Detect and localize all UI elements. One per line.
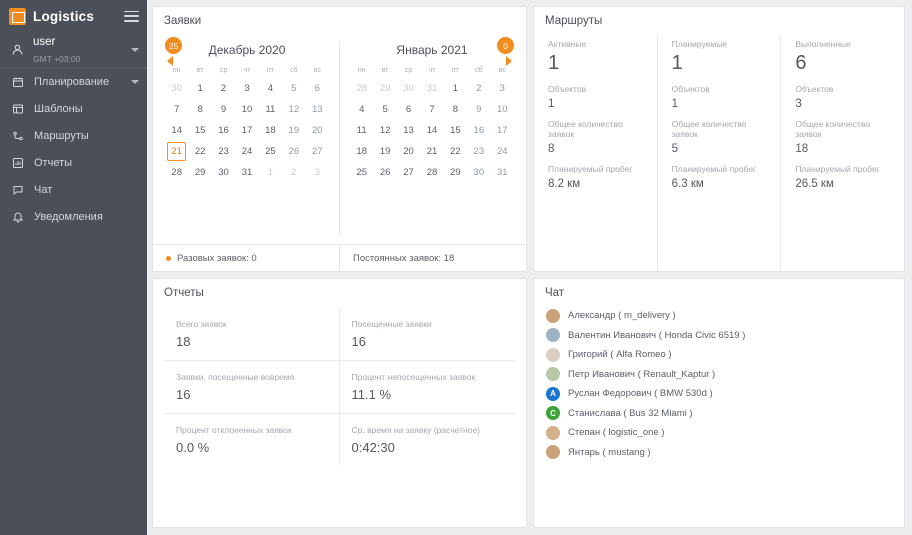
weekday-label: пт xyxy=(451,67,459,74)
routes-mileage-value: 6.3 км xyxy=(671,178,704,190)
contact-name: Руслан Федорович ( BMW 530d ) xyxy=(568,388,713,400)
calendar-week xyxy=(165,99,329,120)
routes-mileage-value: 26.5 км xyxy=(795,178,834,190)
calendar-day[interactable]: 6 xyxy=(314,83,320,94)
report-label: Ср. время на заявку (расчетное) xyxy=(351,425,481,435)
routes-header: Планируемые xyxy=(671,39,728,49)
calendar-day[interactable]: 4 xyxy=(267,83,274,94)
calendar-day[interactable]: 26 xyxy=(379,167,391,178)
legend-dot-icon xyxy=(166,256,171,261)
chevron-down-icon xyxy=(131,80,139,84)
permanent-orders-stat xyxy=(339,245,526,271)
chat-contact-list xyxy=(534,305,904,473)
calendar-day[interactable]: 15 xyxy=(450,125,461,136)
orders-panel xyxy=(152,6,527,272)
calendar-divider xyxy=(339,41,340,236)
calendar-body-jan xyxy=(350,78,514,183)
weekday-label: сб xyxy=(475,67,483,74)
orders-footer xyxy=(153,244,526,271)
routes-objects-label: Объектов xyxy=(795,84,834,94)
calendar-day[interactable]: 5 xyxy=(382,104,388,115)
list-item[interactable] xyxy=(546,306,893,326)
routes-mileage-value: 8.2 км xyxy=(548,178,581,190)
calendar-week xyxy=(165,141,329,162)
user-icon xyxy=(10,43,25,56)
report-cell xyxy=(340,308,516,361)
calendar-day[interactable]: 9 xyxy=(220,104,227,115)
prev-month-button[interactable] xyxy=(167,56,173,66)
calendar-day[interactable]: 25 xyxy=(356,167,367,178)
calendar-day[interactable]: 16 xyxy=(218,125,229,136)
calendar-day[interactable]: 1 xyxy=(197,83,203,94)
routes-mileage-label: Планируемый пробег xyxy=(795,164,880,174)
avatar xyxy=(546,309,560,323)
routes-total-label: Общее количество заявок xyxy=(671,119,747,139)
calendar-week xyxy=(350,162,514,183)
permanent-orders-label: Постоянных заявок: 18 xyxy=(353,252,455,264)
calendar-day[interactable]: 7 xyxy=(429,104,435,115)
report-value: 11.1 % xyxy=(351,387,392,402)
calendar-day[interactable]: 10 xyxy=(241,104,253,115)
routes-header: Выполненные xyxy=(795,39,851,49)
contact-name: Григорий ( Alfa Romeo ) xyxy=(568,349,672,361)
routes-mileage-label: Планируемый пробег xyxy=(548,164,633,174)
user-timezone: GMT +03:00 xyxy=(33,53,81,64)
sidebar-item-label: Шаблоны xyxy=(34,102,83,115)
calendar-header xyxy=(350,35,514,65)
calendar-day[interactable]: 6 xyxy=(405,104,412,115)
sidebar-item-chat[interactable] xyxy=(0,176,147,203)
contact-name: Станислава ( Bus 32 Miami ) xyxy=(568,407,693,419)
sidebar-item-label: Планирование xyxy=(34,75,110,88)
sidebar-item-templates[interactable] xyxy=(0,95,147,122)
calendar-day[interactable]: 28 xyxy=(171,167,182,178)
chat-title: Чат xyxy=(545,287,565,299)
calendar-day[interactable]: 28 xyxy=(426,167,438,178)
calendar-day[interactable]: 20 xyxy=(311,125,323,136)
calendar-day[interactable]: 21 xyxy=(165,141,188,162)
list-item[interactable] xyxy=(546,345,893,365)
report-cell xyxy=(340,361,516,414)
calendar-day[interactable]: 23 xyxy=(473,146,485,157)
report-icon xyxy=(10,157,25,169)
report-label: Процент отклоненных заявок xyxy=(176,425,292,435)
calendar-day[interactable]: 16 xyxy=(473,125,485,136)
calendar-day[interactable]: 9 xyxy=(476,104,482,115)
calendar-day[interactable]: 24 xyxy=(241,146,253,157)
routes-column-planned xyxy=(657,35,781,271)
calendar-month-label: Декабрь 2020 xyxy=(208,43,286,57)
sidebar-item-routes[interactable] xyxy=(0,122,147,149)
calendar-day[interactable]: 2 xyxy=(291,167,297,178)
list-item[interactable] xyxy=(546,326,893,346)
order-count-badge: 25 xyxy=(165,37,182,54)
weekday-label: вс xyxy=(313,67,321,74)
calendar-day[interactable]: 31 xyxy=(426,83,438,94)
calendar-day[interactable]: 7 xyxy=(174,104,180,115)
contact-name: Валентин Иванович ( Honda Civic 6519 ) xyxy=(568,329,746,341)
calendar-day[interactable]: 30 xyxy=(218,167,229,178)
calendar-day[interactable]: 25 xyxy=(265,146,276,157)
calendar-day[interactable]: 14 xyxy=(426,125,438,136)
calendar-day[interactable]: 17 xyxy=(496,125,508,136)
calendar-week xyxy=(350,99,514,120)
calendar-day[interactable]: 19 xyxy=(288,125,300,136)
routes-title: Маршруты xyxy=(545,15,603,27)
main-content xyxy=(147,0,912,535)
routes-header: Активные xyxy=(548,39,587,49)
report-cell xyxy=(164,414,340,466)
report-label: Посещенные заявки xyxy=(351,319,432,329)
report-value: 0.0 % xyxy=(176,440,210,455)
onetime-orders-stat xyxy=(153,245,339,271)
app-title: Logistics xyxy=(33,8,95,24)
calendar-week xyxy=(165,78,329,99)
calendar-day[interactable]: 24 xyxy=(496,146,508,157)
calendar-day[interactable]: 2 xyxy=(476,83,482,94)
calendar-day[interactable]: 13 xyxy=(403,125,414,136)
menu-toggle-icon[interactable] xyxy=(124,11,139,22)
contact-name: Александр ( m_delivery ) xyxy=(568,310,676,322)
reports-body xyxy=(153,305,526,477)
calendar-day[interactable]: 23 xyxy=(218,146,229,157)
calendar-grid xyxy=(350,65,514,183)
user-name: user xyxy=(33,35,56,48)
report-value: 16 xyxy=(351,334,366,349)
sidebar-item-label: Уведомления xyxy=(34,210,103,223)
contact-name: Янтарь ( mustang ) xyxy=(568,446,651,458)
list-item[interactable] xyxy=(546,423,893,443)
calendar-day[interactable]: 21 xyxy=(426,146,438,157)
report-cell xyxy=(164,361,340,414)
report-cell xyxy=(340,414,516,466)
weekday-label: чт xyxy=(243,67,251,74)
sidebar-item-planning[interactable] xyxy=(0,68,147,95)
weekday-label: пн xyxy=(172,67,181,74)
calendar-month-label: Январь 2021 xyxy=(396,43,468,57)
calendar-day[interactable]: 29 xyxy=(379,83,391,94)
calendar-day[interactable]: 8 xyxy=(197,104,203,115)
sidebar-user[interactable] xyxy=(0,32,147,68)
calendar-day[interactable]: 22 xyxy=(450,146,461,157)
calendar-january xyxy=(344,35,520,244)
weekday-label: пт xyxy=(266,67,274,74)
avatar xyxy=(546,445,560,459)
calendar-day[interactable]: 14 xyxy=(171,125,182,136)
calendar-day[interactable]: 17 xyxy=(241,125,253,136)
routes-objects-value: 3 xyxy=(795,98,802,110)
report-value: 0:42:30 xyxy=(351,440,395,455)
calendar-container xyxy=(153,33,526,244)
calendar-week xyxy=(350,120,514,141)
routes-count: 1 xyxy=(548,52,560,74)
chat-panel xyxy=(533,278,905,528)
sidebar xyxy=(0,0,147,535)
calendar-day[interactable]: 31 xyxy=(496,167,508,178)
calendar-day[interactable]: 3 xyxy=(499,83,505,94)
calendar-day[interactable]: 29 xyxy=(194,167,206,178)
weekday-label: сб xyxy=(290,67,298,74)
calendar-day[interactable]: 12 xyxy=(379,125,391,136)
routes-body xyxy=(534,33,904,271)
calendar-day[interactable]: 27 xyxy=(311,146,323,157)
calendar-day[interactable]: 1 xyxy=(452,83,459,94)
orders-title: Заявки xyxy=(164,15,202,27)
routes-objects-value: 1 xyxy=(548,98,555,110)
calendar-day[interactable]: 26 xyxy=(288,146,300,157)
sidebar-item-label: Чат xyxy=(34,183,53,196)
calendar-day[interactable]: 28 xyxy=(356,83,367,94)
calendar-day[interactable]: 30 xyxy=(473,167,485,178)
avatar xyxy=(546,426,560,440)
calendar-day[interactable]: 27 xyxy=(403,167,414,178)
calendar-week xyxy=(350,78,514,99)
weekday-label: ср xyxy=(404,67,413,74)
sidebar-item-label: Отчеты xyxy=(34,156,73,169)
calendar-day[interactable]: 22 xyxy=(194,146,206,157)
routes-total-label: Общее количество заявок xyxy=(548,119,623,139)
weekday-label: ср xyxy=(219,67,228,74)
list-item[interactable] xyxy=(546,404,893,424)
template-icon xyxy=(10,103,25,115)
calendar-day[interactable]: 31 xyxy=(241,167,253,178)
calendar-december xyxy=(159,35,335,244)
next-month-button[interactable] xyxy=(506,56,512,66)
calendar-grid xyxy=(165,65,329,183)
weekday-label: чт xyxy=(428,67,436,74)
report-value: 18 xyxy=(176,334,191,349)
routes-count: 6 xyxy=(795,52,807,74)
report-label: Процент непосещенных заявок xyxy=(351,372,476,382)
avatar: A xyxy=(546,387,560,401)
routes-total-label: Общее количество заявок xyxy=(795,119,871,139)
routes-panel xyxy=(533,6,905,272)
calendar-day[interactable]: 3 xyxy=(244,83,250,94)
top-row xyxy=(152,6,905,272)
contact-name: Петр Иванович ( Renault_Kaptur ) xyxy=(568,368,716,380)
calendar-day[interactable]: 11 xyxy=(356,125,367,136)
calendar-day[interactable]: 4 xyxy=(359,104,365,115)
avatar: C xyxy=(546,406,560,420)
report-label: Заявки, посещенные вовремя xyxy=(176,372,295,382)
routes-total-value: 8 xyxy=(548,143,555,155)
route-icon xyxy=(10,130,25,142)
routes-count: 1 xyxy=(671,52,683,74)
onetime-orders-label: Разовых заявок: 0 xyxy=(177,252,257,264)
calendar-day[interactable]: 11 xyxy=(265,104,276,115)
calendar-day[interactable]: 30 xyxy=(403,83,414,94)
calendar-day[interactable]: 18 xyxy=(356,146,367,157)
calendar-day[interactable]: 20 xyxy=(403,146,414,157)
calendar-day[interactable]: 29 xyxy=(450,167,461,178)
calendar-body-dec xyxy=(165,78,329,183)
report-label: Всего заявок xyxy=(176,319,227,329)
report-value: 16 xyxy=(176,387,191,402)
routes-column-active xyxy=(534,35,657,271)
routes-total-value: 18 xyxy=(795,143,809,155)
calendar-day[interactable]: 30 xyxy=(171,83,182,94)
weekday-label: вт xyxy=(381,67,389,74)
routes-objects-label: Объектов xyxy=(671,84,710,94)
chat-icon xyxy=(10,184,25,196)
calendar-week xyxy=(165,162,329,183)
calendar-day[interactable]: 10 xyxy=(496,104,508,115)
sidebar-item-reports[interactable] xyxy=(0,149,147,176)
calendar-day[interactable]: 2 xyxy=(220,83,227,94)
weekday-label: вс xyxy=(498,67,506,74)
list-item[interactable] xyxy=(546,365,893,385)
avatar xyxy=(546,328,560,342)
calendar-day[interactable]: 5 xyxy=(291,83,297,94)
calendar-week xyxy=(350,141,514,162)
calendar-day[interactable]: 8 xyxy=(452,104,459,115)
reports-title: Отчеты xyxy=(164,287,204,299)
calendar-day[interactable]: 18 xyxy=(265,125,276,136)
contact-name: Степан ( logistic_one ) xyxy=(568,427,665,439)
bottom-row xyxy=(152,278,905,528)
calendar-icon xyxy=(10,76,25,88)
sidebar-header xyxy=(0,0,147,32)
order-count-badge: 0 xyxy=(497,37,514,54)
calendar-week xyxy=(165,120,329,141)
user-info xyxy=(33,33,123,67)
list-item[interactable] xyxy=(546,384,893,404)
calendar-day[interactable]: 13 xyxy=(311,104,323,115)
list-item[interactable] xyxy=(546,443,893,463)
calendar-day[interactable]: 12 xyxy=(288,104,300,115)
app-logo-icon xyxy=(9,8,26,25)
calendar-header xyxy=(165,35,329,65)
avatar xyxy=(546,367,560,381)
weekday-label: вт xyxy=(196,67,204,74)
calendar-day[interactable]: 15 xyxy=(194,125,206,136)
sidebar-item-notifications[interactable] xyxy=(0,203,147,230)
avatar xyxy=(546,348,560,362)
calendar-day[interactable]: 1 xyxy=(267,167,274,178)
routes-objects-value: 1 xyxy=(671,98,679,110)
routes-mileage-label: Планируемый пробег xyxy=(671,164,757,174)
calendar-day[interactable]: 19 xyxy=(379,146,391,157)
routes-column-completed xyxy=(780,35,904,271)
calendar-day[interactable]: 3 xyxy=(314,167,320,178)
routes-total-value: 5 xyxy=(671,143,679,155)
weekday-label: пн xyxy=(357,67,366,74)
sidebar-item-label: Маршруты xyxy=(34,129,89,142)
reports-panel xyxy=(152,278,527,528)
bell-icon xyxy=(10,211,25,223)
chevron-down-icon xyxy=(131,48,139,52)
report-cell xyxy=(164,308,340,361)
routes-objects-label: Объектов xyxy=(548,84,587,94)
